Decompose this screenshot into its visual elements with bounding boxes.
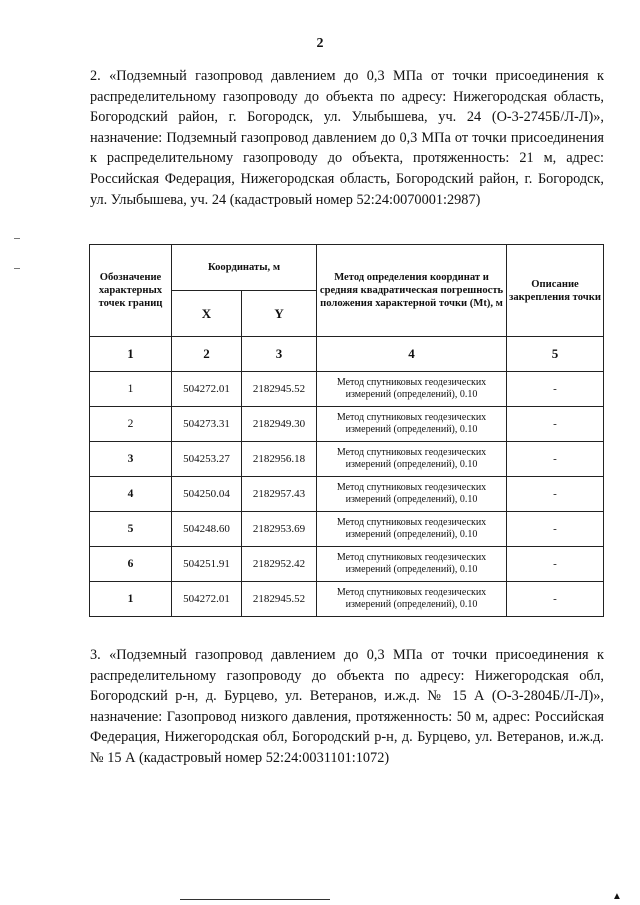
- method-cell: Метод спутниковых геодезических измерений (определений), 0.10: [317, 547, 507, 582]
- coordinates-table: [89, 244, 604, 617]
- y-cell: 2182956.18: [242, 442, 317, 477]
- column-index: 1: [90, 337, 172, 372]
- description-cell: -: [507, 547, 604, 582]
- column-index-row: [90, 337, 604, 372]
- description-cell: -: [507, 407, 604, 442]
- x-cell: 504250.04: [172, 477, 242, 512]
- x-cell: 504272.01: [172, 372, 242, 407]
- scan-edge-mark: [14, 268, 20, 269]
- x-cell: 504272.01: [172, 582, 242, 617]
- description-cell: -: [507, 372, 604, 407]
- table-row: [90, 442, 604, 477]
- method-cell: Метод спутниковых геодезических измерений (определений), 0.10: [317, 512, 507, 547]
- description-cell: -: [507, 477, 604, 512]
- page-number: 2: [316, 36, 324, 51]
- table-row: [90, 512, 604, 547]
- corner-mark: ▲: [612, 891, 622, 902]
- header-point-designation: Обозначение характерных точек границ: [90, 245, 172, 337]
- column-index: 4: [317, 337, 507, 372]
- table-row: [90, 372, 604, 407]
- y-cell: 2182945.52: [242, 372, 317, 407]
- scan-edge-mark: [14, 238, 20, 239]
- table-row: [90, 582, 604, 617]
- y-cell: 2182945.52: [242, 582, 317, 617]
- x-cell: 504273.31: [172, 407, 242, 442]
- method-cell: Метод спутниковых геодезических измерений (определений), 0.10: [317, 372, 507, 407]
- point-cell: 3: [90, 442, 172, 477]
- table-row: [90, 547, 604, 582]
- bottom-rule: [180, 899, 330, 900]
- point-cell: 1: [90, 582, 172, 617]
- column-index: 3: [242, 337, 317, 372]
- x-cell: 504248.60: [172, 512, 242, 547]
- y-cell: 2182957.43: [242, 477, 317, 512]
- section-3-paragraph: 3. «Подземный газопровод давлением до 0,3 МПа от точки присоединения к распределительному газопроводу до объекта по адресу: Нижегородская обл, Богородский р-н, д. Бурцево, ул. Ветеранов, и.ж.д. № 15 А (О-3-2804Б/Л-Л)», назначение: Газопровод низкого давления, протяженность: 50 м, адрес: Российская Федерация, Нижегородская обл, Богородский р-н, д. Бурцево, ул. Ветеранов, и.ж.д. № 15 А (кадастровый номер 52:24:0031101:1072): [90, 647, 604, 766]
- header-coordinates: Координаты, м: [172, 245, 317, 291]
- description-cell: -: [507, 582, 604, 617]
- x-cell: 504251.91: [172, 547, 242, 582]
- method-cell: Метод спутниковых геодезических измерений (определений), 0.10: [317, 442, 507, 477]
- point-cell: 5: [90, 512, 172, 547]
- header-description: Описание закрепления точки: [507, 245, 604, 337]
- header-x: X: [172, 291, 242, 337]
- description-cell: -: [507, 442, 604, 477]
- point-cell: 1: [90, 372, 172, 407]
- method-cell: Метод спутниковых геодезических измерений (определений), 0.10: [317, 477, 507, 512]
- column-index: 2: [172, 337, 242, 372]
- section-2-paragraph: 2. «Подземный газопровод давлением до 0,3 МПа от точки присоединения к распределительному газопроводу до объекта по адресу: Нижегородская область, Богородский район, г. Богородск, ул. Улыбышева, уч. 24 (О-3-2745Б/Л-Л)», назначение: Подземный газопровод давлением до 0,3 МПа от точки присоединения к распределительному газопроводу до объекта, протяженность: 21 м, адрес: Российская Федерация, Нижегородская область, Богородский район, г. Богородск, ул. Улыбышева, уч. 24 (кадастровый номер 52:24:0070001:2987): [90, 68, 604, 208]
- column-index: 5: [507, 337, 604, 372]
- y-cell: 2182949.30: [242, 407, 317, 442]
- x-cell: 504253.27: [172, 442, 242, 477]
- header-method: Метод определения координат и средняя квадратическая погрешность положения характерной точки (Mt), м: [317, 245, 507, 337]
- point-cell: 6: [90, 547, 172, 582]
- y-cell: 2182952.42: [242, 547, 317, 582]
- method-cell: Метод спутниковых геодезических измерений (определений), 0.10: [317, 582, 507, 617]
- point-cell: 2: [90, 407, 172, 442]
- method-cell: Метод спутниковых геодезических измерений (определений), 0.10: [317, 407, 507, 442]
- y-cell: 2182953.69: [242, 512, 317, 547]
- table-row: [90, 407, 604, 442]
- header-y: Y: [242, 291, 317, 337]
- point-cell: 4: [90, 477, 172, 512]
- description-cell: -: [507, 512, 604, 547]
- table-row: [90, 477, 604, 512]
